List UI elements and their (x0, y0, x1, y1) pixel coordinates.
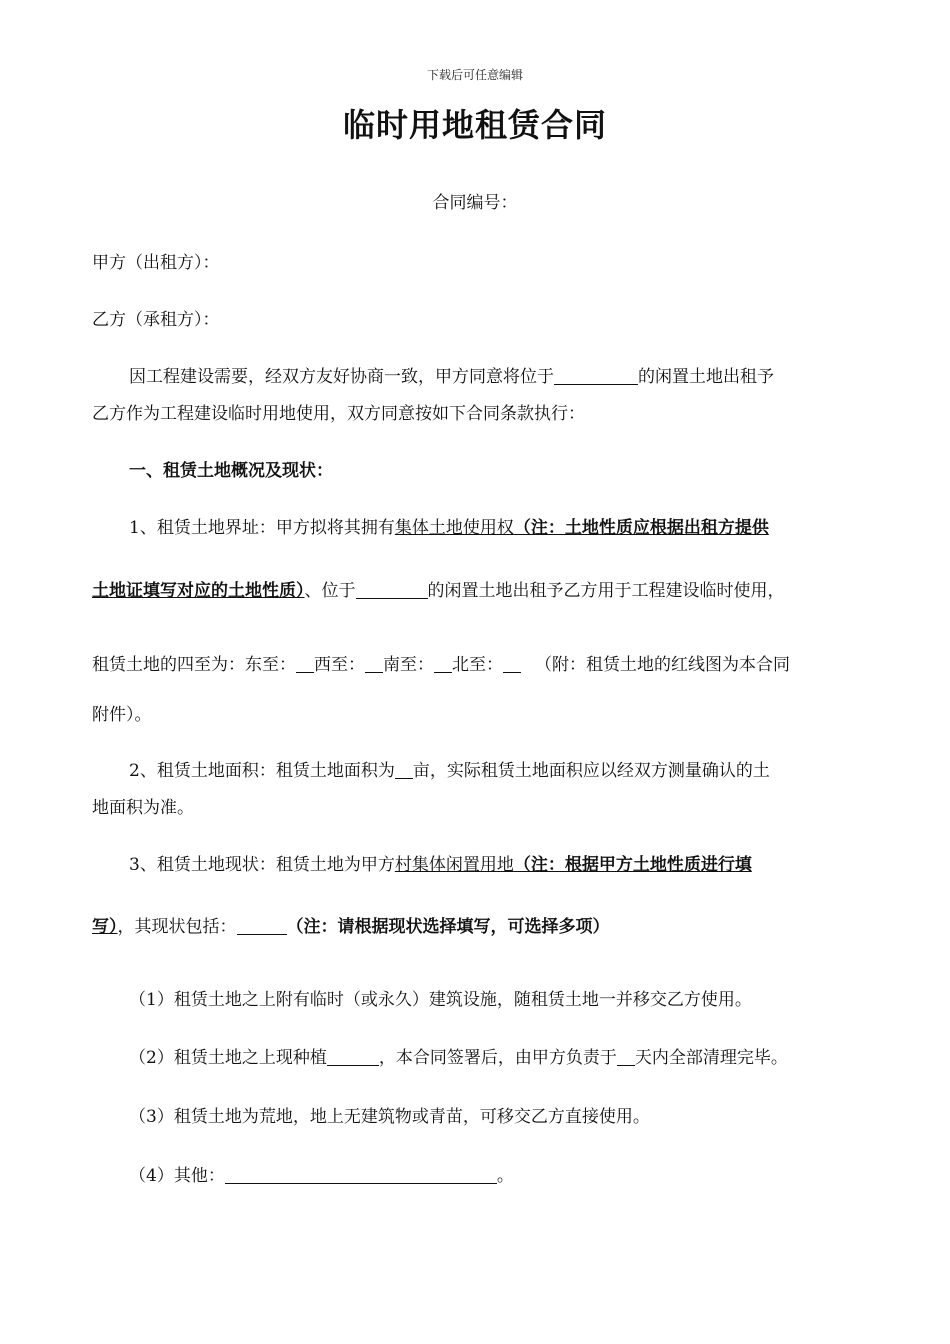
clause-3-line-2 (92, 912, 610, 937)
south-blank (434, 654, 452, 673)
land-location-blank (356, 580, 428, 599)
land-status-type: 村集体闲置用地 (394, 855, 514, 875)
intro-line-2: 乙方作为工程建设临时用地使用，双方同意按如下合同条款执行： (92, 404, 585, 424)
clause-1-line-3 (92, 650, 790, 675)
clause-1-line-1 (129, 513, 769, 538)
clause-3-note-2: 写） (92, 917, 118, 937)
bounds-label: 租赁土地的四至为：东至： (92, 655, 296, 675)
clause-1-line-4: 附件）。 (92, 705, 152, 725)
option-2-text-2: ，本合同签署后，由甲方负责于 (378, 1048, 617, 1068)
option-2-text-3: 天内全部清理完毕。 (634, 1048, 788, 1068)
west-label: 西至： (314, 655, 365, 675)
intro-line-1 (129, 362, 774, 387)
clause-3-status-label: ，其现状包括： (117, 917, 237, 937)
option-4-end: 。 (496, 1166, 514, 1186)
other-blank (225, 1165, 497, 1184)
section-1-heading: 一、租赁土地概况及现状： (129, 461, 333, 481)
option-2 (129, 1043, 788, 1068)
option-4 (129, 1161, 514, 1186)
area-blank (395, 760, 413, 779)
clause-2-line-2: 地面积为准。 (92, 798, 194, 818)
north-blank (503, 654, 521, 673)
clause-3-line-1 (129, 850, 752, 875)
location-blank (554, 366, 638, 385)
status-blank (237, 916, 287, 935)
clause-3-note-1: （注：根据甲方土地性质进行填 (513, 855, 752, 875)
clause-1-note-1: （注：土地性质应根据出租方提供 (513, 518, 769, 538)
party-b-label: 乙方（承租方）： (92, 310, 220, 330)
clause-1-line-2 (92, 576, 785, 601)
crop-blank (327, 1047, 379, 1066)
option-2-text-1: （2）租赁土地之上现种植 (129, 1048, 327, 1068)
contract-number-label: 合同编号： (432, 193, 518, 213)
page-header: 下载后可任意编辑 (426, 68, 523, 82)
north-label: 北至： (452, 655, 503, 675)
option-4-label: （4）其他： (129, 1166, 225, 1186)
attachment-note: （附：租赁土地的红线图为本合同 (535, 655, 790, 675)
option-3: （3）租赁土地为荒地，地上无建筑物或青苗，可移交乙方直接使用。 (129, 1107, 650, 1127)
clause-2-text-1: 2、租赁土地面积：租赁土地面积为 (129, 761, 395, 781)
clause-1-note-2: 土地证填写对应的土地性质） (92, 581, 305, 601)
party-a-label: 甲方（出租方）： (92, 253, 220, 273)
intro-text-2: 的闲置土地出租予 (638, 367, 774, 387)
option-1: （1）租赁土地之上附有临时（或永久）建筑设施，随租赁土地一并移交乙方使用。 (129, 990, 752, 1010)
south-label: 南至： (383, 655, 434, 675)
clause-3-prefix: 3、租赁土地现状：租赁土地为甲方 (129, 855, 395, 875)
clause-1-located: 、位于 (304, 581, 356, 601)
clause-3-note-3: （注：请根据现状选择填写，可选择多项） (286, 917, 610, 937)
clause-1-rest: 的闲置土地出租予乙方用于工程建设临时使用， (427, 581, 785, 601)
document-title: 临时用地租赁合同 (342, 106, 607, 144)
west-blank (365, 654, 383, 673)
intro-text-1: 因工程建设需要，经双方友好协商一致，甲方同意将位于 (129, 367, 554, 387)
clause-2-text-2: 亩，实际租赁土地面积应以经双方测量确认的土 (412, 761, 770, 781)
land-right-type: 集体土地使用权 (394, 518, 514, 538)
days-blank (617, 1047, 635, 1066)
clause-2-line-1 (129, 756, 770, 781)
clause-1-prefix: 1、租赁土地界址：甲方拟将其拥有 (129, 518, 395, 538)
east-blank (296, 654, 314, 673)
